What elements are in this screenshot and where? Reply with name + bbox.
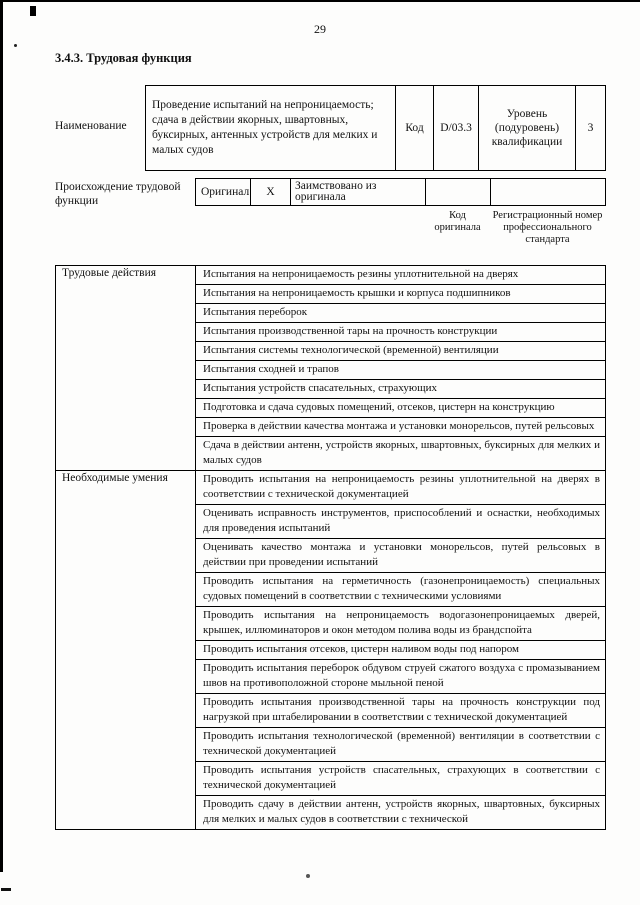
level-value-cell: 3 (576, 86, 606, 171)
row-text: Оценивать качество монтажа и установки монорельсов, путей рельсовых в действии при проведении испытаний (196, 539, 606, 573)
origin-label: Происхождение трудовой функции (55, 181, 181, 207)
row-text: Испытания производственной тары на прочность конструкции (196, 323, 606, 342)
name-label: Наименование (55, 120, 127, 132)
row-text: Испытания системы технологической (временной) вентиляции (196, 342, 606, 361)
row-text: Проводить испытания устройств спасательных, страхующих в соответствии с технической документацией (196, 762, 606, 796)
row-text: Сдача в действии антенн, устройств якорных, швартовных, буксирных для мелких и малых судов (196, 437, 606, 471)
origin-row (196, 179, 606, 206)
row-text: Проводить испытания переборок обдувом струей сжатого воздуха с промазыванием швов на противоположной стороне мыльной пеной (196, 660, 606, 694)
row-text: Оценивать исправность инструментов, приспособлений и оснастки, необходимых для проведения испытаний (196, 505, 606, 539)
labor-function-table (55, 265, 606, 830)
section-label: Трудовые действия (56, 266, 196, 471)
original-label-cell: Оригинал (196, 179, 251, 206)
scan-artifact-top-edge (0, 0, 640, 2)
section-heading: 3.4.3. Трудовая функция (55, 51, 192, 65)
row-text: Подготовка и сдача судовых помещений, отсеков, цистерн на конструкцию (196, 399, 606, 418)
row-text: Проверка в действии качества монтажа и установки монорельсов, путей рельсовых (196, 418, 606, 437)
row-text: Испытания на непроницаемость крышки и корпуса подшипников (196, 285, 606, 304)
row-text: Проводить испытания на непроницаемость резины уплотнительной на дверях в соответствии с технической документацией (196, 471, 606, 505)
origin-reg-caption: Регистрационный номер профессионального стандарта (492, 210, 603, 245)
row-text: Проводить испытания на герметичность (газонепроницаемость) специальных судовых помещений в соответствии с техническими условиями (196, 573, 606, 607)
function-name-cell: Проведение испытаний на непроницаемость; сдача в действии якорных, швартовных, буксирных, антенных устройств для мелких и малых судов (146, 86, 396, 171)
row-text: Испытания переборок (196, 304, 606, 323)
origin-table (195, 178, 606, 206)
original-mark-cell: X (251, 179, 291, 206)
row-text: Испытания сходней и трапов (196, 361, 606, 380)
table-row (56, 471, 606, 505)
scan-speck (1, 888, 11, 891)
code-label-cell: Код (396, 86, 434, 171)
scan-speck (306, 874, 310, 878)
scan-artifact-left-edge (0, 0, 3, 872)
row-text: Испытания устройств спасательных, страхующих (196, 380, 606, 399)
page-number: 29 (314, 22, 326, 36)
table-row (56, 266, 606, 285)
code-value-cell: D/03.3 (434, 86, 479, 171)
origin-code-blank-cell (426, 179, 491, 206)
origin-reg-blank-cell (491, 179, 606, 206)
row-text: Проводить испытания технологической (временной) вентиляции в соответствии с технической документацией (196, 728, 606, 762)
function-header-table (145, 85, 606, 171)
labor-function-table-body (56, 266, 606, 830)
row-text: Проводить испытания отсеков, цистерн наливом воды под напором (196, 641, 606, 660)
scan-speck (14, 44, 17, 47)
section-label: Необходимые умения (56, 471, 196, 830)
scan-artifact-corner (30, 6, 36, 16)
level-label-cell: Уровень (подуровень) квалификации (479, 86, 576, 171)
row-text: Проводить испытания на непроницаемость водогазонепроницаемых дверей, крышек, иллюминаторов и окон методом полива воды из брандспойта (196, 607, 606, 641)
borrowed-label-cell: Заимствовано из оригинала (291, 179, 426, 206)
row-text: Проводить сдачу в действии антенн, устройств якорных, швартовных, буксирных для мелких и малых судов в соответствии с технической (196, 796, 606, 830)
origin-code-caption: Код оригинала (434, 210, 481, 233)
row-text: Испытания на непроницаемость резины уплотнительной на дверях (196, 266, 606, 285)
row-text: Проводить испытания производственной тары на прочность конструкции под нагрузкой при штабелировании в соответствии с технической документацией (196, 694, 606, 728)
function-header-row (146, 86, 606, 171)
